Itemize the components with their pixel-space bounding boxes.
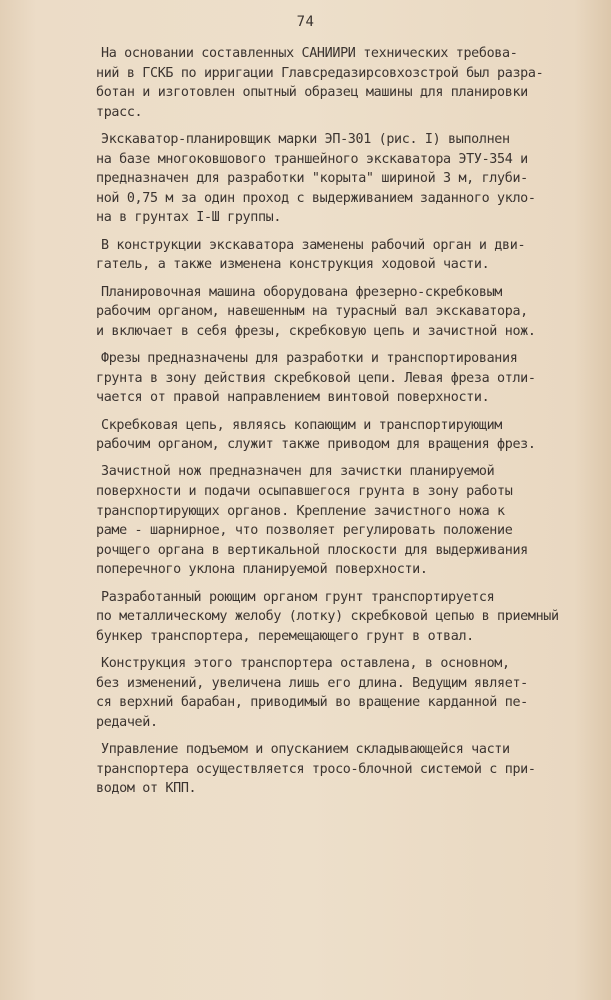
text-line: на базе многоковшового траншейного экскаватора ЭТУ-354 и bbox=[96, 151, 528, 167]
page-number: 74 bbox=[296, 14, 315, 30]
text-line: редачей. bbox=[96, 714, 158, 730]
text-line: бункер транспортера, перемещающего грунт в отвал. bbox=[96, 628, 474, 644]
text-line: на в грунтах I-Ш группы. bbox=[96, 210, 282, 226]
text-line: трасс. bbox=[96, 104, 143, 120]
text-line: чается от правой направлением винтовой поверхности. bbox=[96, 390, 490, 406]
paragraph bbox=[96, 44, 596, 122]
text-line: гатель, а также изменена конструкция ходовой части. bbox=[96, 257, 490, 273]
text-line: поперечного уклона планируемой поверхности. bbox=[96, 562, 428, 578]
paragraph bbox=[96, 654, 596, 732]
paragraph bbox=[96, 416, 596, 455]
text-line: Разработанный роющим органом грунт транспортируется bbox=[101, 589, 495, 605]
text-line: ний в ГСКБ по ирригации Главсредазирсовхозстрой был разра- bbox=[96, 65, 544, 81]
text-line: ной 0,75 м за один проход с выдерживанием заданного укло- bbox=[96, 190, 536, 206]
text-line: ся верхний барабан, приводимый во вращение карданной пе- bbox=[96, 695, 528, 711]
paragraph bbox=[96, 740, 596, 799]
text-line: Управление подъемом и опусканием складывающейся части bbox=[101, 742, 510, 758]
text-line: Конструкция этого транспортера оставлена, в основном, bbox=[101, 656, 510, 672]
paragraph bbox=[96, 236, 596, 275]
text-line: и включает в себя фрезы, скребковую цепь и зачистной нож. bbox=[96, 323, 536, 339]
text-line: поверхности и подачи осыпавшегося грунта в зону работы bbox=[96, 484, 513, 499]
text-line: Планировочная машина оборудована фрезерно-скребковым bbox=[101, 284, 503, 300]
text-line: В конструкции экскаватора заменены рабочий орган и дви- bbox=[101, 237, 526, 253]
body-text bbox=[96, 44, 596, 807]
text-line: Зачистной нож предназначен для зачистки планируемой bbox=[101, 464, 495, 480]
text-line: предназначен для разработки "корыта" шириной 3 м, глуби- bbox=[96, 171, 528, 187]
paragraph bbox=[96, 130, 596, 228]
text-line: без изменений, увеличена лишь его длина. Ведущим являет- bbox=[96, 675, 528, 691]
text-line: транспортера осуществляется тросо-блочной системой с при- bbox=[96, 761, 536, 777]
text-line: транспортирующих органов. Крепление зачистного ножа к bbox=[96, 503, 505, 519]
text-line: Экскаватор-планировщик марки ЭП-301 (рис. I) выполнен bbox=[101, 132, 510, 148]
text-line: На основании составленных САНИИРИ технических требова- bbox=[101, 46, 518, 61]
text-line: Скребковая цепь, являясь копающим и транспортирующим bbox=[101, 417, 503, 433]
text-line: рочщего органа в вертикальной плоскости для выдерживания bbox=[96, 542, 528, 558]
text-line: рабочим органом, служит также приводом для вращения фрез. bbox=[96, 437, 536, 453]
text-line: водом от КПП. bbox=[96, 781, 197, 797]
text-line: по металлическому желобу (лотку) скребковой цепью в приемный bbox=[96, 609, 559, 625]
paragraph bbox=[96, 349, 596, 408]
text-line: грунта в зону действия скребковой цепи. Левая фреза отли- bbox=[96, 370, 536, 386]
text-line: ботан и изготовлен опытный образец машины для планировки bbox=[96, 85, 528, 101]
paragraph bbox=[96, 462, 596, 580]
text-line: раме - шарнирное, что позволяет регулировать положение bbox=[96, 523, 513, 539]
paragraph bbox=[96, 283, 596, 342]
text-line: Фрезы предназначены для разработки и транспортирования bbox=[101, 351, 518, 367]
paragraph bbox=[96, 588, 596, 647]
text-line: рабочим органом, навешенным на турасный вал экскаватора, bbox=[96, 304, 528, 320]
